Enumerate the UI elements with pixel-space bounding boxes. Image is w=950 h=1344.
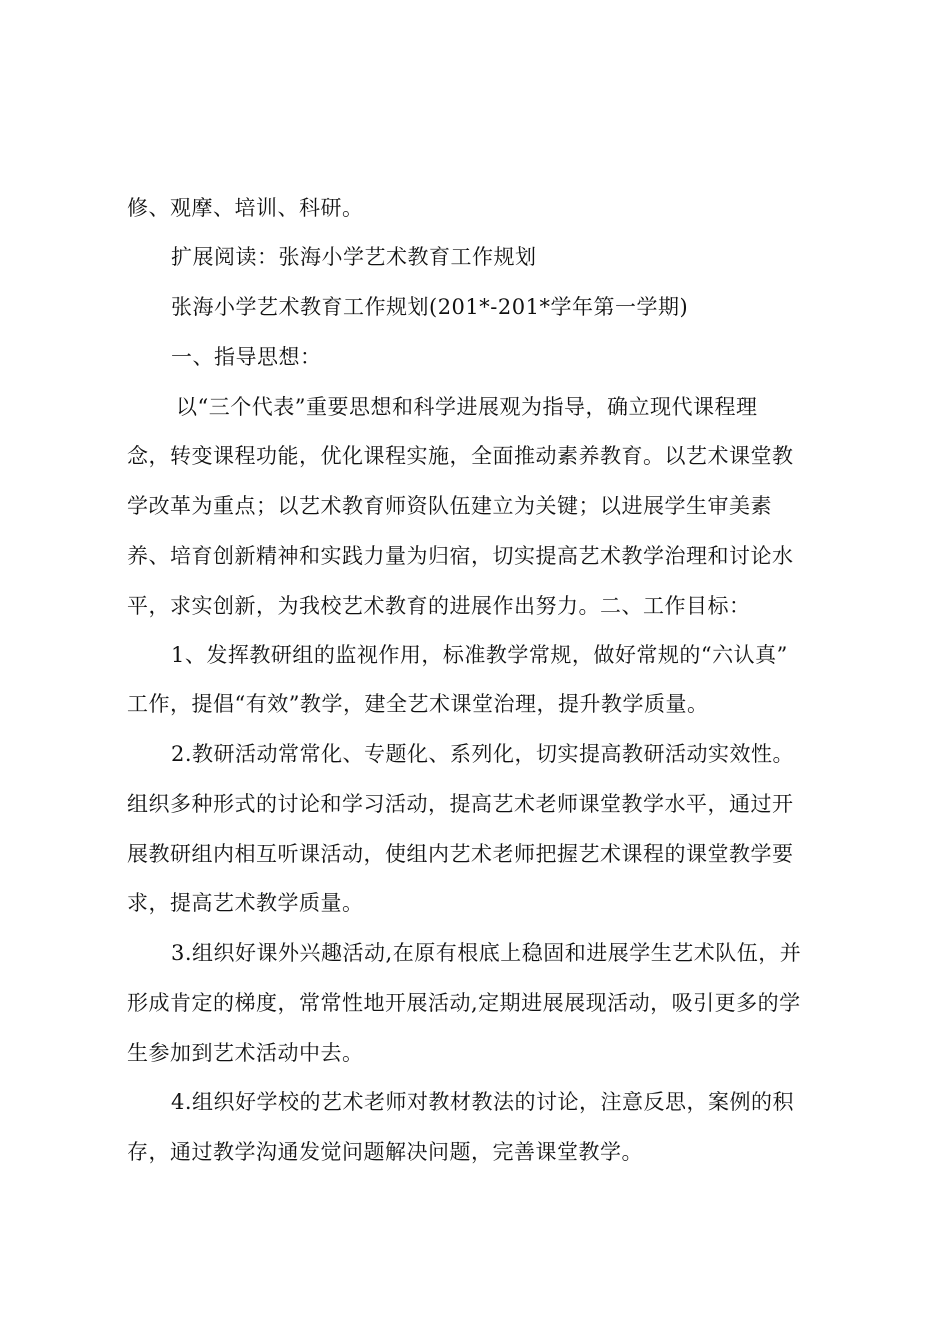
text-line: 3.组织好课外兴趣活动,在原有根底上稳固和进展学生艺术队伍，并 [171,941,802,965]
text-line: 工作，提倡“有效”教学，建全艺术课堂治理，提升教学质量。 [127,692,709,716]
text-line: 形成肯定的梯度，常常性地开展活动,定期进展展现活动，吸引更多的学 [127,991,801,1015]
text-line: 扩展阅读：张海小学艺术教育工作规划 [171,245,537,269]
text-line: 存，通过教学沟通发觉问题解决问题，完善课堂教学。 [127,1140,643,1164]
text-line: 养、培育创新精神和实践力量为归宿，切实提高艺术教学治理和讨论水 [127,544,794,568]
text-line: 平，求实创新，为我校艺术教育的进展作出努力。二、工作目标： [127,594,751,618]
text-line: 1、发挥教研组的监视作用，标准教学常规，做好常规的“六认真” [171,643,788,667]
text-line: 4.组织好学校的艺术老师对教材教法的讨论，注意反思，案例的积 [171,1090,795,1114]
section-heading: 一、指导思想： [171,345,322,369]
text-line: 张海小学艺术教育工作规划(201*-201*学年第一学期) [171,295,689,319]
text-line: 生参加到艺术活动中去。 [127,1041,364,1065]
text-line: 组织多种形式的讨论和学习活动，提高艺术老师课堂教学水平，通过开 [127,792,794,816]
text-line: 2.教研活动常常化、专题化、系列化，切实提高教研活动实效性。 [171,742,795,766]
text-line: 展教研组内相互听课活动，使组内艺术老师把握艺术课程的课堂教学要 [127,842,794,866]
text-line: 以“三个代表”重要思想和科学进展观为指导，确立现代课程理 [176,395,758,419]
text-line: 念，转变课程功能，优化课程实施，全面推动素养教育。以艺术课堂教 [127,444,794,468]
text-line: 求，提高艺术教学质量。 [127,891,364,915]
text-line: 学改革为重点；以艺术教育师资队伍建立为关键；以进展学生审美素 [127,494,772,518]
text-line: 修、观摩、培训、科研。 [127,196,364,220]
